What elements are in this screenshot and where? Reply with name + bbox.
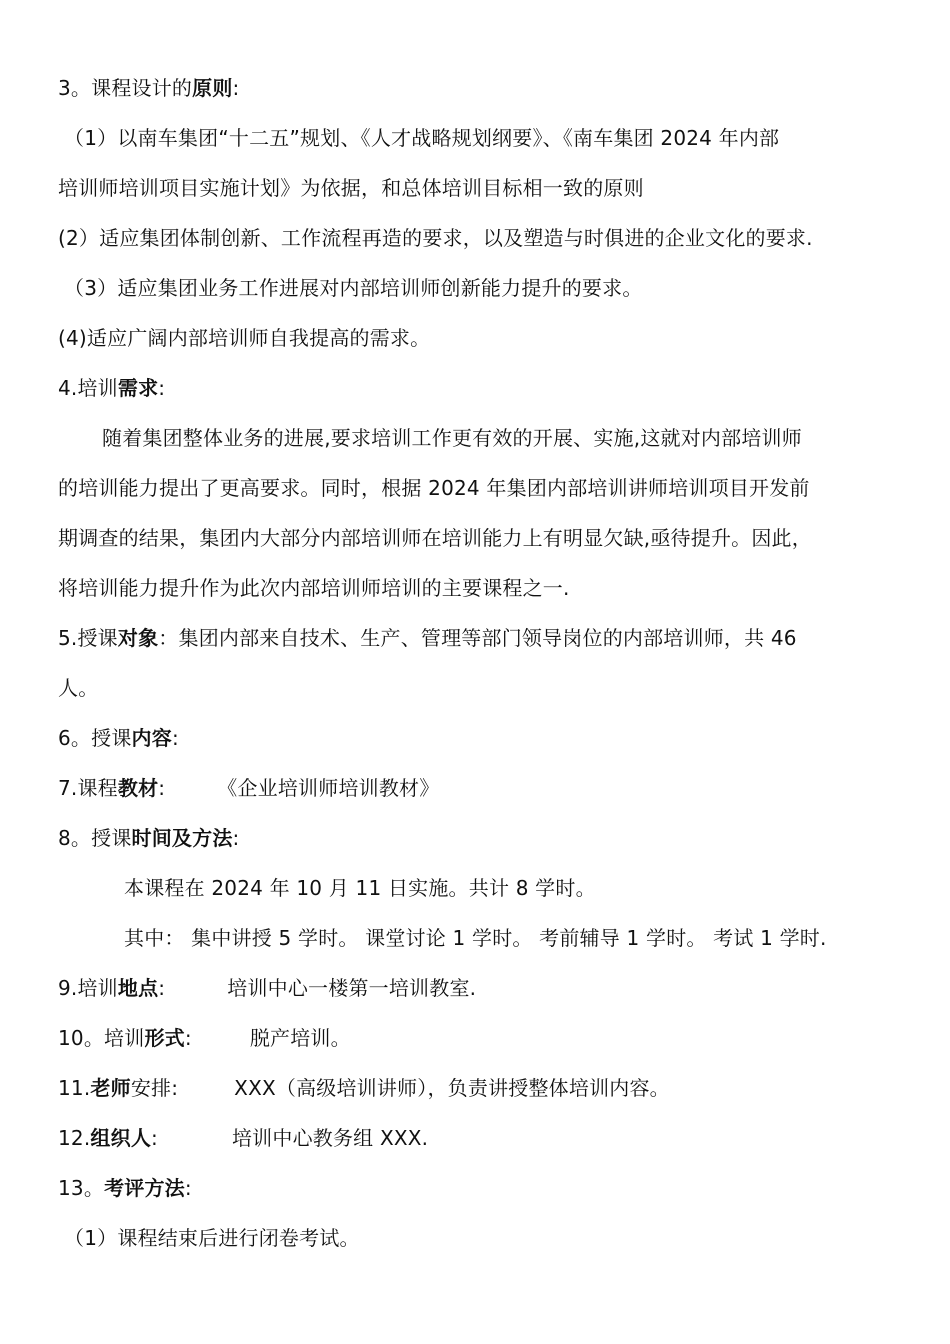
- heading-prefix: 10。培训: [58, 1026, 145, 1050]
- heading-prefix: 6。授课: [58, 726, 132, 750]
- principle-3: （3）适应集团业务工作进展对内部培训师创新能力提升的要求。: [64, 276, 643, 300]
- heading-suffix: :: [151, 1126, 158, 1150]
- schedule-line-1: 本课程在 2024 年 10 月 11 日实施。共计 8 学时。: [124, 876, 596, 900]
- section-12-line: [58, 1123, 910, 1153]
- heading-suffix: :: [158, 976, 166, 1000]
- heading-suffix: 安排:: [130, 1076, 179, 1100]
- principle-4: (4)适应广阔内部培训师自我提高的需求。: [58, 326, 431, 350]
- format-value: 脱产培训。: [249, 1026, 351, 1050]
- heading-bold: 老师: [90, 1076, 131, 1100]
- section-5-line-2: 人。: [58, 676, 99, 700]
- principle-2: (2）适应集团体制创新、工作流程再造的要求，以及塑造与时俱进的企业文化的要求.: [58, 226, 813, 250]
- heading-prefix: 3。课程设计的: [58, 76, 193, 100]
- heading-bold: 对象: [117, 626, 159, 650]
- principle-1-line-2: 培训师培训项目实施计划》为依据，和总体培训目标相一致的原则: [58, 176, 644, 200]
- needs-paragraph-line-1: 随着集团整体业务的进展,要求培训工作更有效的开展、实施,这就对内部培训师: [102, 426, 802, 450]
- heading-bold: 内容: [131, 726, 172, 750]
- heading-prefix: 9.培训: [58, 976, 118, 1000]
- schedule-line-2: 其中： 集中讲授 5 学时。 课堂讨论 1 学时。 考前辅导 1 学时。 考试 1 学时.: [124, 926, 827, 950]
- heading-prefix: 5.授课: [58, 626, 118, 650]
- section-7-line: [58, 773, 910, 803]
- heading-bold: 时间及方法: [131, 826, 233, 850]
- section-4-heading: [58, 373, 910, 403]
- heading-suffix: :: [171, 726, 179, 750]
- teacher-value: XXX（高级培训讲师），负责讲授整体培训内容。: [234, 1076, 670, 1100]
- heading-suffix: :: [184, 1176, 192, 1200]
- location-value: 培训中心一楼第一培训教室.: [227, 976, 477, 1000]
- section-9-line: [58, 973, 910, 1003]
- needs-paragraph-line-2: 的培训能力提出了更高要求。同时，根据 2024 年集团内部培训讲师培训项目开发前: [58, 476, 810, 500]
- heading-prefix: 7.课程: [58, 776, 118, 800]
- needs-paragraph-line-4: 将培训能力提升作为此次内部培训师培训的主要课程之一.: [58, 576, 570, 600]
- section-10-line: [58, 1023, 910, 1053]
- heading-suffix: :: [158, 776, 166, 800]
- heading-text: ：集团内部来自技术、生产、管理等部门领导岗位的内部培训师，共 46: [158, 626, 797, 650]
- heading-bold: 地点: [117, 976, 159, 1000]
- heading-bold: 需求: [117, 376, 159, 400]
- heading-bold: 原则: [192, 76, 233, 100]
- heading-suffix: :: [184, 1026, 192, 1050]
- section-8-heading: [58, 823, 910, 853]
- heading-suffix: :: [158, 376, 166, 400]
- organizer-value: 培训中心教务组 XXX.: [231, 1126, 429, 1150]
- heading-bold: 组织人: [90, 1126, 152, 1150]
- section-3-heading: [58, 73, 910, 103]
- needs-paragraph-line-3: 期调查的结果，集团内大部分内部培训师在培训能力上有明显欠缺,亟待提升。因此，: [58, 526, 812, 550]
- heading-bold: 考评方法: [104, 1176, 185, 1200]
- heading-bold: 教材: [117, 776, 159, 800]
- heading-prefix: 11.: [58, 1076, 91, 1100]
- heading-prefix: 8。授课: [58, 826, 132, 850]
- heading-suffix: :: [232, 76, 240, 100]
- heading-prefix: 13。: [58, 1176, 105, 1200]
- heading-prefix: 12.: [58, 1126, 91, 1150]
- textbook-title: 《企业培训师培训教材》: [217, 776, 440, 800]
- section-13-heading: [58, 1173, 910, 1203]
- section-11-line: [58, 1073, 910, 1103]
- principle-1-line-1: （1）以南车集团“十二五”规划、《人才战略规划纲要》、《南车集团 2024 年内部: [64, 126, 780, 150]
- section-5-line-1: [58, 623, 910, 653]
- heading-suffix: :: [232, 826, 240, 850]
- section-6-heading: [58, 723, 910, 753]
- evaluation-item-1: （1）课程结束后进行闭卷考试。: [64, 1226, 360, 1250]
- heading-prefix: 4.培训: [58, 376, 118, 400]
- heading-bold: 形式: [144, 1026, 185, 1050]
